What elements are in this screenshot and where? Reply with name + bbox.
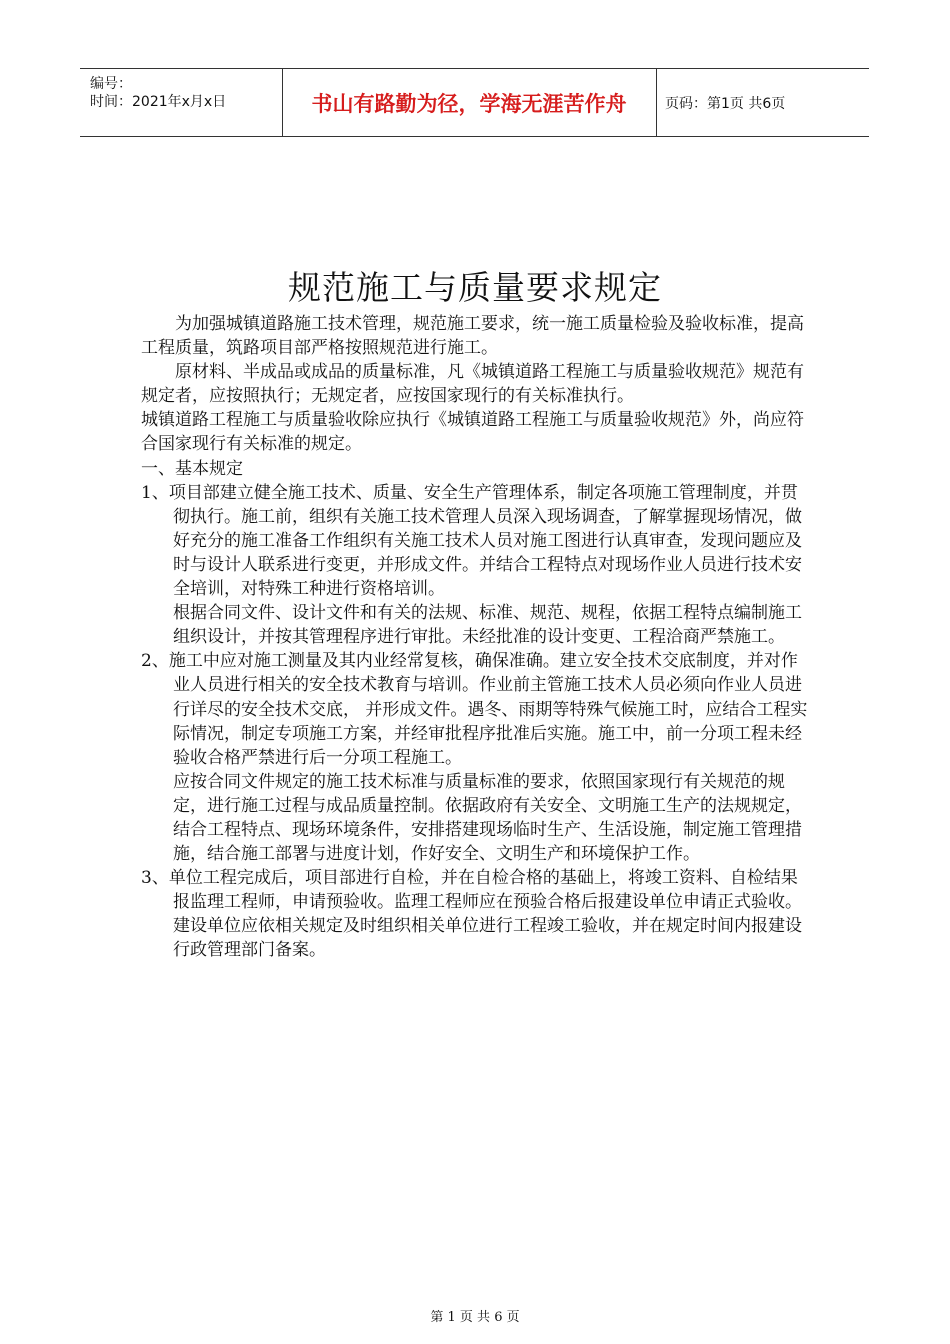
section-heading-basic-rules: 一、基本规定 bbox=[141, 458, 243, 479]
list-item-3: 3、单位工程完成后，项目部进行自检，并在自检合格的基础上，将竣工资料、自检结果报监理工程师，申请预验收。监理工程师应在预验合格后报建设单位申请正式验收。建设单位应依相关规定及时组织相关单位进行工程竣工验收，并在规定时间内报建设行政管理部门备案。 bbox=[141, 868, 802, 961]
intro-paragraph-2: 原材料、半成品或成品的质量标准，凡《城镇道路工程施工与质量验收规范》规范有规定者，应按照执行；无规定者，应按国家现行的有关标准执行。 bbox=[141, 362, 804, 407]
list-item-1-continuation: 根据合同文件、设计文件和有关的法规、标准、规范、规程，依据工程特点编制施工组织设计，并按其管理程序进行审批。未经批准的设计变更、工程洽商严禁施工。 bbox=[173, 603, 802, 648]
intro-paragraph-1: 为加强城镇道路施工技术管理，规范施工要求，统一施工质量检验及验收标准，提高工程质量，筑路项目部严格按照规范进行施工。 bbox=[141, 314, 804, 359]
header-meta-cell bbox=[80, 69, 283, 136]
list-item-2-continuation: 应按合同文件规定的施工技术标准与质量标准的要求，依照国家现行有关规范的规定，进行施工过程与成品质量控制。依据政府有关安全、文明施工生产的法规规定，结合工程特点、现场环境条件，安排搭建现场临时生产、生活设施，制定施工管理措施，结合施工部署与进度计划，作好安全、文明生产和环境保护工作。 bbox=[173, 771, 802, 865]
header-table bbox=[80, 68, 869, 137]
list-item-2: 2、施工中应对施工测量及其内业经常复核，确保准确。建立安全技术交底制度，并对作业人员进行相关的安全技术教育与培训。作业前主管施工技术人员必须向作业人员进行详尽的安全技术交底， 并形成文件。遇冬、雨期等特殊气候施工时，应结合工程实际情况，制定专项施工方案，并经审批程序批准后实施。施工中，前一分项工程未经验收合格严禁进行后一分项工程施工。 bbox=[141, 651, 808, 768]
time-label: 时间：2021年x月x日 bbox=[90, 94, 227, 110]
header-page-info: 页码：第1页 共6页 bbox=[665, 95, 786, 112]
intro-paragraph-3: 城镇道路工程施工与质量验收除应执行《城镇道路工程施工与质量验收规范》外，尚应符合国家现行有关标准的规定。 bbox=[141, 410, 804, 455]
list-item-1: 1、项目部建立健全施工技术、质量、安全生产管理体系，制定各项施工管理制度，并贯彻执行。施工前，组织有关施工技术管理人员深入现场调查，了解掌握现场情况，做好充分的施工准备工作组织有关施工技术人员对施工图进行认真审查，发现问题应及时与设计人联系进行变更，并形成文件。并结合工程特点对现场作业人员进行技术安全培训，对特殊工种进行资格培训。 bbox=[141, 482, 802, 600]
header-motto: 书山有路勤为径，学海无涯苦作舟 bbox=[282, 69, 657, 136]
code-label: 编号： bbox=[90, 76, 132, 92]
document-title: 规范施工与质量要求规定 bbox=[288, 268, 662, 307]
document-body bbox=[141, 312, 813, 963]
page-footer: 第 1 页 共 6 页 bbox=[430, 1310, 520, 1325]
